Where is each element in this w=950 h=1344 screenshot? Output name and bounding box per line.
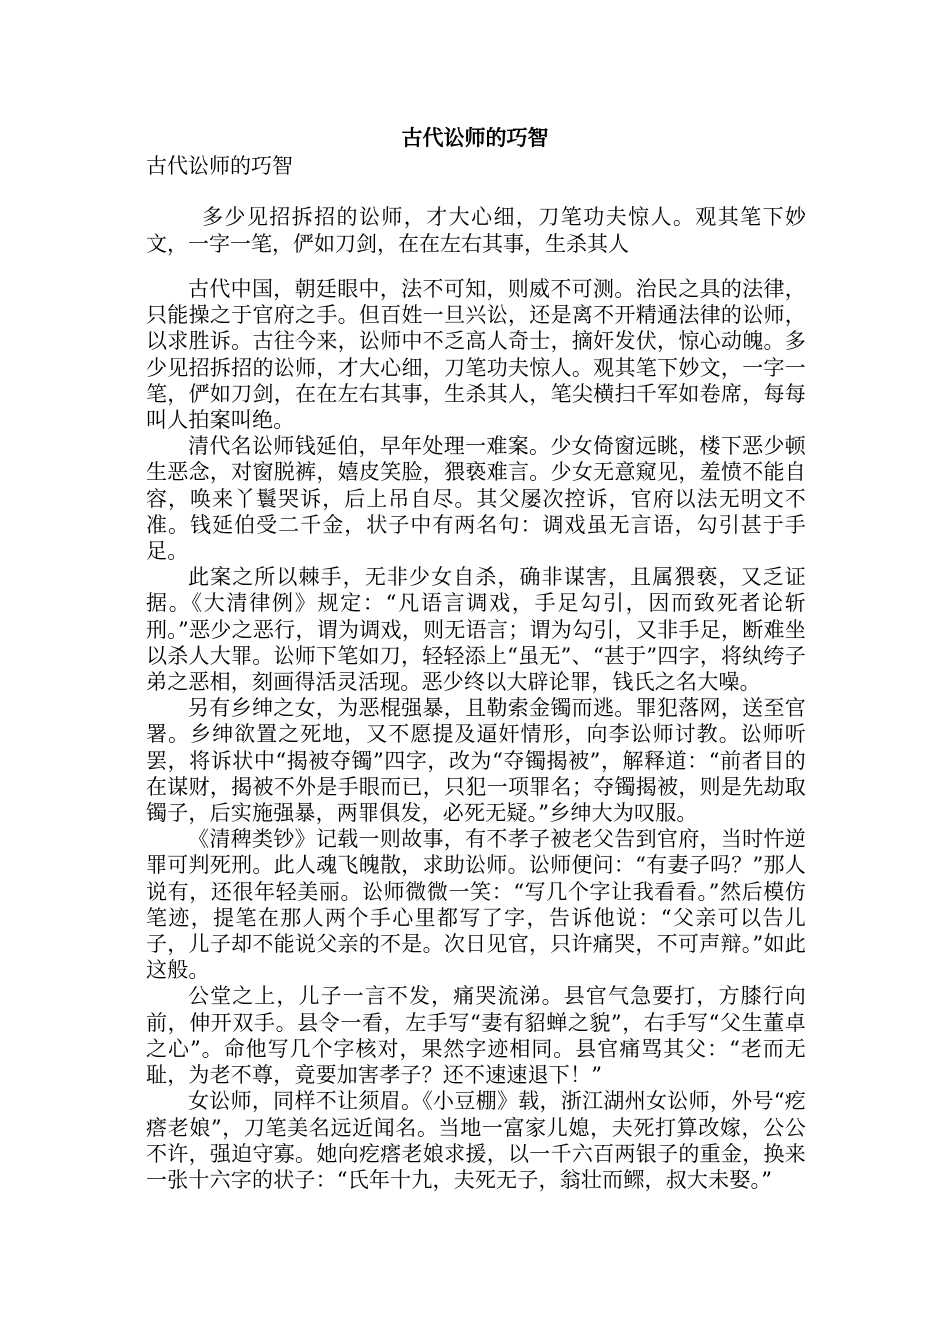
document-subtitle: 古代讼师的巧智	[146, 154, 293, 178]
paragraph: 古代中国，朝廷眼中，法不可知，则威不可测。治民之具的法律，只能操之于官府之手。但百姓一旦兴讼，还是离不开精通法律的讼师，以求胜诉。古往今来，讼师中不乏高人奇士，摘奸发伏，惊心动魄。多少见招拆招的讼师，才大心细，刀笔功夫惊人。观其笔下妙文，一字一笔，俨如刀剑，在在左右其事，生杀其人，笔尖横扫千军如卷席，每每叫人拍案叫绝。	[146, 277, 806, 433]
document-title: 古代讼师的巧智	[401, 125, 549, 150]
paragraph: 《清稗类钞》记载一则故事，有不孝子被老父告到官府，当时忤逆罪可判死刑。此人魂飞魄散，求助讼师。讼师便问：“有妻子吗？”那人说有，还很年轻美丽。讼师微微一笑：“写几个字让我看看。”然后模仿笔迹，提笔在那人两个手心里都写了字，告诉他说：“父亲可以告儿子，儿子却不能说父亲的不是。次日见官，只许痛哭，不可声辩。”如此这般。	[146, 827, 806, 983]
paragraph: 公堂之上，儿子一言不发，痛哭流涕。县官气急要打，方膝行向前，伸开双手。县令一看，左手写“妻有貂蝉之貌”，右手写“父生董卓之心”。命他写几个字核对，果然字迹相同。县官痛骂其父：“老而无耻，为老不尊，竟要加害孝子？还不速速退下！”	[146, 984, 806, 1088]
paragraph: 女讼师，同样不让须眉。《小豆棚》载，浙江湖州女讼师，外号“疙瘩老娘”，刀笔美名远近闻名。当地一富家儿媳，夫死打算改嫁，公公不许，强迫守寡。她向疙瘩老娘求援，以一千六百两银子的重金，换来一张十六字的状子：“氏年十九，夫死无子，翁壮而鳏，叔大未娶。”	[146, 1089, 806, 1192]
paragraph: 另有乡绅之女，为恶棍强暴，且勒索金镯而逃。罪犯落网，送至官署。乡绅欲置之死地，又不愿提及逼奸情形，向李讼师讨教。讼师听罢，将诉状中“揭被夺镯”四字，改为“夺镯揭被”，解释道：“前者目的在谋财，揭被不外是手眼而已，只犯一项罪名；夺镯揭被，则是先劫取镯子，后实施强暴，两罪俱发，必死无疑。”乡绅大为叹服。	[146, 696, 806, 826]
paragraph: 此案之所以棘手，无非少女自杀，确非谋害，且属猥亵，又乏证据。《大清律例》规定：“凡语言调戏，手足勾引，因而致死者论斩刑。”恶少之恶行，谓为调戏，则无语言；谓为勾引，又非手足，断难坐以杀人大罪。讼师下笔如刀，轻轻添上“虽无”、“甚于”四字，将纨绔子弟之恶相，刻画得活灵活现。恶少终以大辟论罪，钱氏之名大噪。	[146, 565, 806, 695]
intro-paragraph: 多少见招拆招的讼师，才大心细，刀笔功夫惊人。观其笔下妙文，一字一笔，俨如刀剑，在在左右其事，生杀其人	[146, 205, 806, 256]
paragraph: 清代名讼师钱延伯，早年处理一难案。少女倚窗远眺，楼下恶少顿生恶念，对窗脱裤，嬉皮笑脸，猥亵难言。少女无意窥见，羞愤不能自容，唤来丫鬟哭诉，后上吊自尽。其父屡次控诉，官府以法无明文不准。钱延伯受二千金，状子中有两名句：调戏虽无言语，勾引甚于手足。	[146, 434, 806, 564]
article-body	[146, 276, 806, 1193]
